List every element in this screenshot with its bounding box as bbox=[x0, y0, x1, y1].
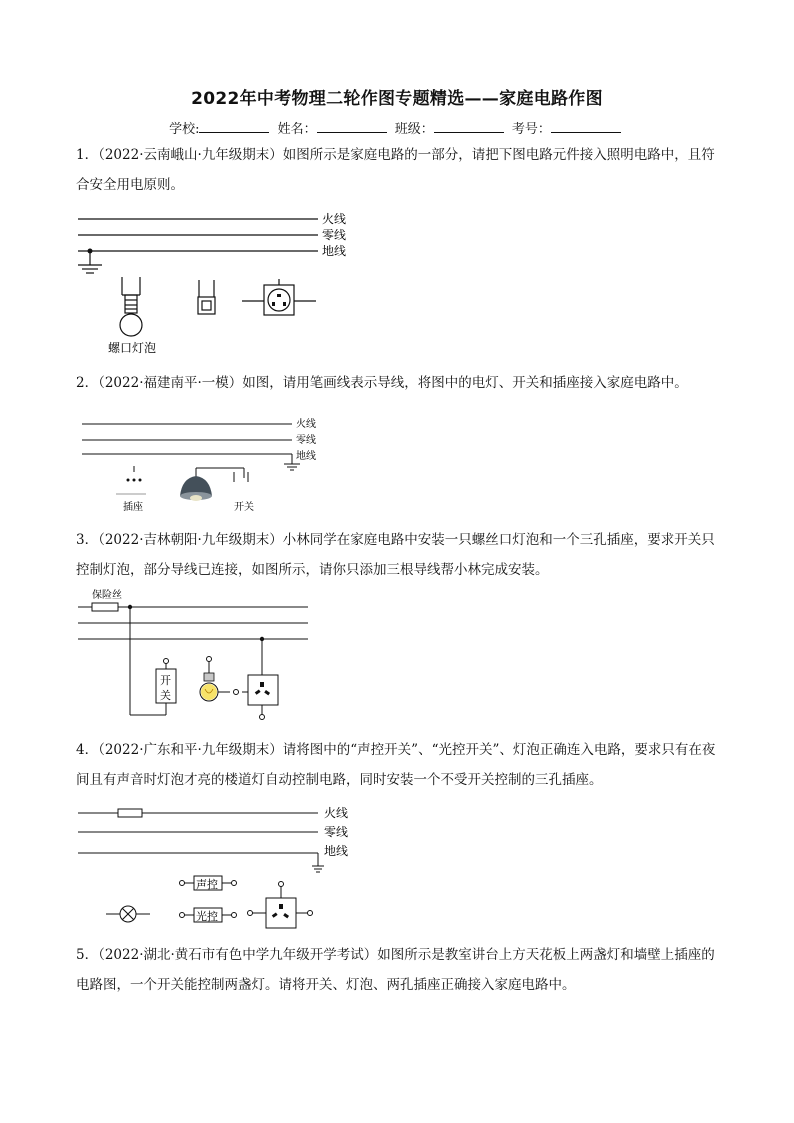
question-3-text: 3．（2022·吉林朝阳·九年级期末）小林同学在家庭电路中安装一只螺丝口灯泡和一个三孔插座，要求开关只控制灯泡，部分导线已连接，如图所示，请你只添加三根导线帮小林完成安装。 bbox=[76, 532, 715, 578]
q4-ground-label: 地线 bbox=[324, 844, 349, 858]
question-1-diagram bbox=[70, 205, 370, 360]
exam-no-blank[interactable] bbox=[551, 120, 621, 133]
q1-bulb-label: 螺口灯泡 bbox=[108, 341, 157, 355]
q2-socket-label: 插座 bbox=[123, 502, 143, 513]
q4-neutral-label: 零线 bbox=[324, 825, 349, 839]
q2-switch-label: 开关 bbox=[234, 502, 254, 513]
question-4-text: 4．（2022·广东和平·九年级期末）请将图中的“声控开关”、“光控开关”、灯泡正确连入电路，要求只有在夜间且有声音时灯泡才亮的楼道灯自动控制电路，同时安装一个不受开关控制的三孔插座。 bbox=[76, 742, 716, 788]
school-label: 学校: bbox=[169, 122, 200, 137]
class-blank[interactable] bbox=[434, 120, 504, 133]
q4-sound-switch-label: 声控 bbox=[196, 878, 218, 891]
school-blank[interactable] bbox=[199, 120, 269, 133]
q3-switch-label-a: 开 bbox=[160, 674, 171, 687]
q1-neutral-label: 零线 bbox=[322, 228, 347, 242]
name-blank[interactable] bbox=[317, 120, 387, 133]
question-5-text: 5．（2022·湖北·黄石市有色中学九年级开学考试）如图所示是教室讲台上方天花板上两盏灯和墙壁上插座的电路图，一个开关能控制两盏灯。请将开关、灯泡、两孔插座正确接入家庭电路中。 bbox=[76, 947, 715, 993]
q1-live-label: 火线 bbox=[322, 212, 347, 226]
question-2-text: 2．（2022·福建南平·一模）如图，请用笔画线表示导线，将图中的电灯、开关和插座接入家庭电路中。 bbox=[76, 375, 688, 391]
q2-ground-label: 地线 bbox=[296, 451, 316, 462]
question-1-text: 1．（2022·云南峨山·九年级期末）如图所示是家庭电路的一部分，请把下图电路元件接入照明电路中，且符合安全用电原则。 bbox=[76, 147, 715, 193]
exam-no-label: 考号： bbox=[511, 122, 551, 137]
question-4-diagram bbox=[72, 800, 362, 930]
question-2-diagram bbox=[76, 412, 336, 517]
question-3-diagram bbox=[72, 585, 317, 730]
q1-ground-label: 地线 bbox=[322, 244, 347, 258]
q2-neutral-label: 零线 bbox=[296, 435, 316, 446]
name-label: 姓名： bbox=[277, 122, 317, 137]
q3-fuse-label: 保险丝 bbox=[92, 590, 122, 601]
student-info-line bbox=[0, 118, 794, 137]
q4-live-label: 火线 bbox=[324, 806, 349, 820]
q3-switch-label-b: 关 bbox=[160, 689, 171, 702]
q2-live-label: 火线 bbox=[296, 419, 316, 430]
q4-light-switch-label: 光控 bbox=[196, 910, 218, 923]
page-title: 2022年中考物理二轮作图专题精选——家庭电路作图 bbox=[191, 89, 603, 109]
class-label: 班级： bbox=[394, 122, 434, 137]
